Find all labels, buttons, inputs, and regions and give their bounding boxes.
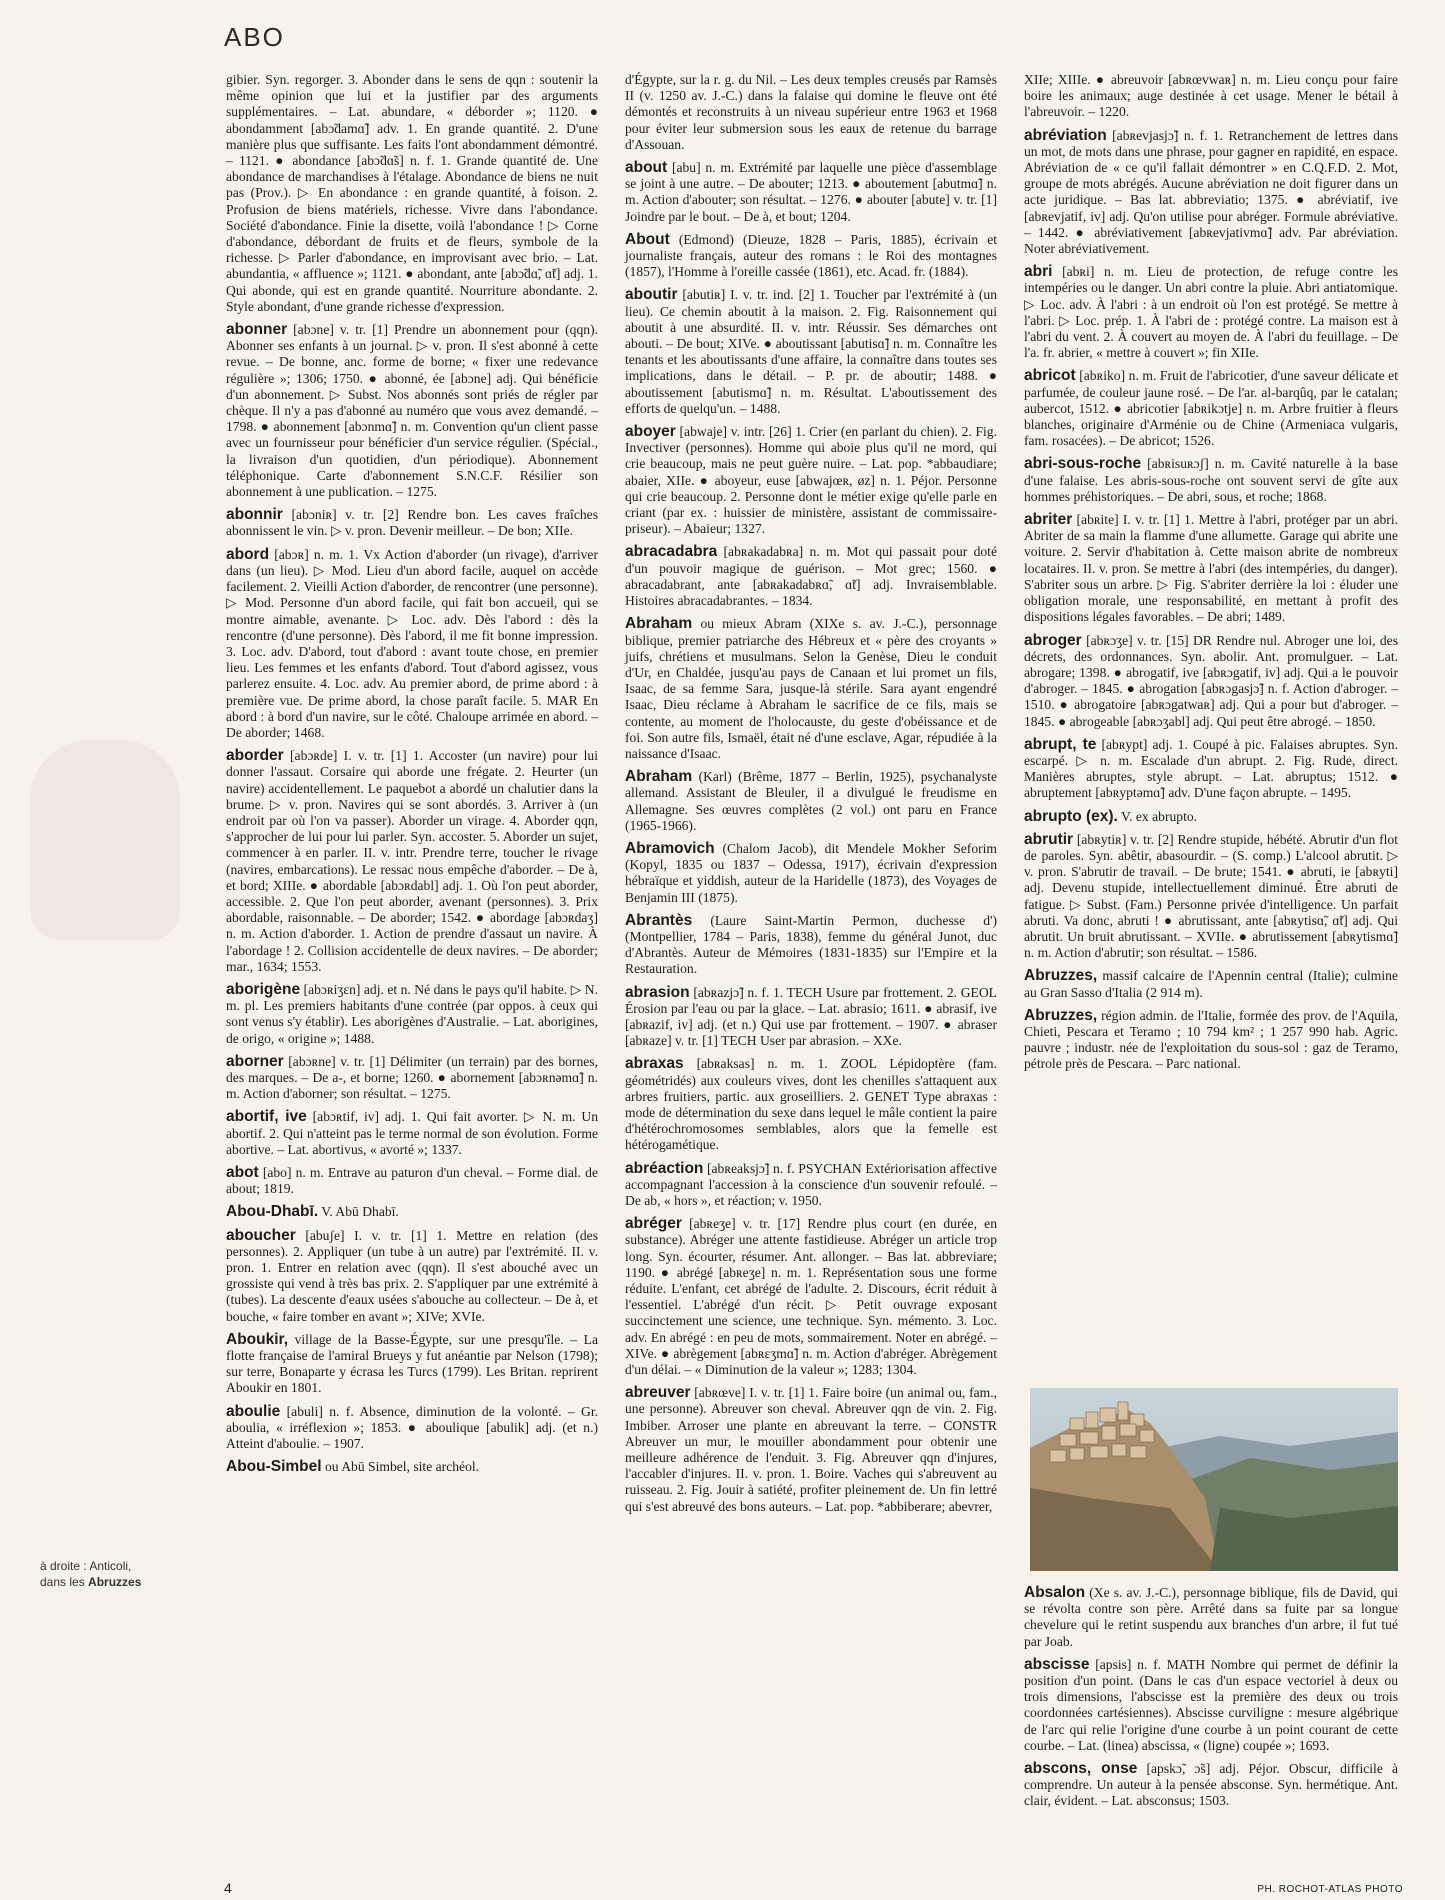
column-3-continued [1024, 1585, 1398, 1817]
definition: [abʀakadabʀa] n. m. Mot qui passait pour doté d'un pouvoir magique de guérison. – Mot grec; 1560. ● abracadabrant, ante [abʀakadabʀɑ̃, ɑ̃t] adj. Invraisemblable. Histoires abracadabrantes. – 1834. [625, 544, 997, 609]
entry [1024, 1657, 1398, 1754]
entry [226, 1404, 598, 1453]
caption-bold: Abruzzes [88, 1575, 142, 1589]
entry [226, 1054, 598, 1103]
entry [1024, 809, 1398, 825]
entry [226, 72, 598, 315]
entry [625, 769, 997, 834]
definition: [abʀi] n. m. Lieu de protection, de refuge contre les intempéries ou le danger. Un abri contre la pluie. Abri antiatomique. ▷ Loc. adv. À l'abri : à un endroit où l'on est protégé. Se mettre à l'abri. ▷ Loc. prép. 1. À l'abri de : protégé contre. La maison est à l'abri du vent. 2. À couvert au moyen de. À l'abri du feuillage. – De l'a. fr. abrier, « mettre à couvert »; fin XIIe. [1024, 264, 1398, 361]
headword: abrupt, te [1024, 735, 1097, 753]
headword: Abraham [625, 768, 693, 786]
entry [1024, 512, 1398, 625]
definition: [abʀevjasjɔ̃] n. f. 1. Retranchement de lettres dans un mot, de mots dans une phrase, pour gagner en rapidité, en espace. Abréviation de « ce qu'il fallait démontrer » en C.Q.F.D. 2. Mot, groupe de mots abrégés. Aucune abréviation ne doit figurer dans un acte juridique. – Bas lat. abbreviatio; 1375. ● abréviatif, ive [abʀevjatif, iv] adj. Qu'on utilise pour abréger. Formule abréviative. – 1442. ● abréviativement [abʀevjativmɑ̃] adv. Par abréviation. Noter abréviativement. [1024, 127, 1398, 257]
headword: abriter [1024, 511, 1073, 529]
entry [226, 1228, 598, 1325]
definition: V. Abū Dhabī. [321, 1204, 399, 1220]
running-head: ABO [224, 22, 285, 52]
definition: [abʀiko] n. m. Fruit de l'abricotier, d'une saveur délicate et parfumée, de couleur jaune rosé. – De l'ar. al-barqûq, par le catalan; aubercot, 1512. ● abricotier [abʀikɔtje] n. m. Arbre fruitier à fleurs blanches, originaire d'Arménie ou de Chine (Armeniaca vulgaris, fam. rosacées). – De abricot; 1526. [1024, 368, 1398, 449]
headword: abot [226, 1164, 259, 1181]
definition: (Laure Saint-Martin Permon, duchesse d') (Montpellier, 1784 – Paris, 1838), femme du général Junot, duc d'Abrantès. Auteur de Mémoires (1831-1835) sur l'Empire et la Restauration. [625, 912, 997, 977]
definition: [abʀœve] I. v. tr. [1] 1. Faire boire (un animal ou, fam., une personne). Abreuver son cheval. Abreuver qqn de vin. 2. Fig. Imbiber. Arroser une plante en abreuvant la terre. – CONSTR Abreuver un mur, le mouiller abondamment pour obtenir une meilleure adhérence de l'enduit. 3. Fig. Abreuver qqn d'injures, l'accabler d'injures. II. v. pron. 1. Boire. Vaches qui s'abreuvent au ruisseau. 2. Fig. Jouir à satiété, profiter pleinement de. Un fin lettré qui s'est abreuvé des bons auteurs. – Lat. pop. *abbiberare; abevrer, [625, 1385, 997, 1514]
headword: abortif, ive [226, 1108, 307, 1126]
headword: abonner [226, 321, 288, 339]
headword: Abou-Dhabī. [226, 1203, 319, 1221]
headword: Abrantès [625, 911, 693, 929]
entry [1024, 1761, 1398, 1810]
definition: [abʀisuʀɔʃ] n. m. Cavité naturelle à la base d'une falaise. Les abris-sous-roche ont souvent servi de gîte aux hommes préhistoriques. – De abri, sous, et roche; 1868. [1024, 456, 1398, 504]
entry [625, 913, 997, 978]
caption-line-2: dans les [40, 1575, 89, 1589]
entry [1024, 456, 1398, 505]
headword: abri-sous-roche [1024, 455, 1142, 473]
entry [1024, 633, 1398, 730]
definition: [abɔʀtif, iv] adj. 1. Qui fait avorter. ▷ N. m. Un abortif. 2. Qui n'atteint pas le terme normal de son évolution. Forme abortive. – Lat. abortivus, « avorté »; 1337. [226, 1109, 598, 1157]
definition: [abɔne] v. tr. [1] Prendre un abonnement pour (qqn). Abonner ses enfants à un journal. ▷ v. pron. Il s'est abonné à cette revue. – De bonne, anc. forme de borne; « fixer une redevance régulière »; 1306; 1750. ● abonné, ée [abɔne] adj. Qui bénéficie d'un abonnement. ▷ Subst. Nos abonnés sont priés de régler par chèque. Il n'y a pas d'abonné au numéro que vous avez demandé. – 1798. ● abonnement [abɔnmɑ̃] n. m. Convention qu'un client passe avec un fournisseur pour bénéficier d'un service régulier. (Spécial., la livraison d'un quotidien, d'un périodique). Abonnement téléphonique. Carte d'abonnement S.N.C.F. Résilier son abonnement à une publication. – 1275. [226, 322, 598, 500]
headword: aborigène [226, 980, 301, 998]
headword: abracadabra [625, 543, 718, 561]
headword: abrupto (ex). [1024, 807, 1118, 825]
entry [226, 1459, 598, 1475]
definition: massif calcaire de l'Apennin central (Italie); culmine au Gran Sasso d'Italia (2 914 m). [1024, 968, 1398, 1000]
headword: abréviation [1024, 126, 1107, 144]
entry [1024, 968, 1398, 1000]
headword: Abruzzes, [1024, 1006, 1098, 1024]
entry [1024, 737, 1398, 802]
definition: [abuʃe] I. v. tr. [1] 1. Mettre en relation (des personnes). 2. Appliquer (un tube à un autre) par l'extrémité. II. v. pron. 1. Entrer en relation avec (qqn). Il s'est abouché avec un grossiste qui vend à très bas prix. 2. S'appliquer par une extrémité à (tubes). La descente d'eaux usées s'abouche au collecteur. – De à, et bouche, « faire tomber en avant »; XIVe; XVIe. [226, 1227, 598, 1324]
entry [226, 1204, 598, 1220]
headword: Abraham [625, 615, 693, 633]
ghost-bottle-image [30, 740, 180, 940]
entry [226, 1165, 598, 1197]
definition: [abo] n. m. Entrave au paturon d'un cheval. – Forme dial. de about; 1819. [226, 1165, 598, 1197]
definition: [abʀeaksjɔ̃] n. f. PSYCHAN Extériorisation affective accompagnant l'accession à la conscience d'un souvenir refoulé. – De ab, « hors », et réaction; v. 1950. [625, 1160, 997, 1208]
definition: région admin. de l'Italie, formée des prov. de l'Aquila, Chieti, Pescara et Teramo ; 10 794 km² ; 1 257 990 hab. Agric. pauvre ; industr. née de l'exploitation du sous-sol : gaz de Teramo, pétrole près de Pescara. – Parc national. [1024, 1007, 1398, 1072]
headword: aboucher [226, 1226, 296, 1244]
headword: about [625, 159, 668, 177]
definition: (Edmond) (Dieuze, 1828 – Paris, 1885), écrivain et journaliste français, auteur des romans : le Roi des montagnes (1857), l'Homme à l'oreille cassée (1861), etc. Acad. fr. (1884). [625, 231, 998, 280]
headword: About [625, 230, 670, 248]
definition: (Chalom Jacob), dit Mendele Mokher Seforim (Kopyl, 1835 ou 1837 – Odessa, 1917), écrivain d'expression hébraïque et yiddish, auteur de la Haridelle (1873), des Voyages de Benjamin III (1875). [625, 840, 997, 905]
entry [1024, 1008, 1398, 1073]
entry [226, 547, 598, 741]
headword: aborner [226, 1052, 284, 1070]
column-2 [625, 72, 997, 1522]
entry [625, 1161, 997, 1210]
definition: ou Abū Simbel, site archéol. [325, 1459, 480, 1475]
definition: [abuli] n. f. Absence, diminution de la volonté. – Gr. aboulia, « irréflexion »; 1853. ● aboulique [abulik] adj. (et n.) Atteint d'aboulie. – 1907. [226, 1403, 598, 1452]
headword: abréger [625, 1215, 682, 1233]
entry [625, 160, 997, 225]
definition: [abʀypt] adj. 1. Coupé à pic. Falaises abruptes. Syn. escarpé. ▷ n. m. Escalade d'un abrupt. 2. Fig. Rude, direct. Manières abruptes, style abrupt. – Lat. abruptus; 1512. ● abruptement [abʀyptəmɑ̃] adv. D'une façon abrupte. – 1495. [1024, 736, 1398, 801]
entry [1024, 832, 1398, 962]
definition: (Karl) (Brême, 1877 – Berlin, 1925), psychanalyste allemand. Assistant de Bleuler, il a divulgué le freudisme en Allemagne. Ses œuvres complètes (2 vol.) ont paru en France (1965-1966). [625, 769, 997, 833]
headword: abri [1024, 263, 1053, 281]
definition: [abɔʀ] n. m. 1. Vx Action d'aborder (un rivage), d'arriver dans (un lieu). ▷ Mod. Lieu d'un abord facile, auquel on accède facilement. 2. Vieilli Action d'aborder, de rencontrer (une personne). ▷ Mod. Personne d'un abord facile, qui fait bon accueil, qui se montre aimable, avenante. ▷ Loc. adv. Dès l'abord : dès la rencontre (d'une personne). Dès l'abord, il me fit bonne impression. 3. Loc. adv. D'abord, tout d'abord : avant toute chose, en premier lieu. Les femmes et les enfants d'abord. Tout d'abord agissez, vous parlerez ensuite. 4. Loc. adv. Au premier abord, de prime abord : à première vue. De prime abord, la chose paraît facile. 5. MAR En abord : à bord d'un navire, sur le côté. Chaloupe arrimée en abord. – De aborder; 1468. [226, 546, 598, 740]
definition: V. ex abrupto. [1121, 808, 1198, 824]
definition: [abʀaksas] n. m. 1. ZOOL Lépidoptère (fam. géométridés) aux couleurs vives, dont les chenilles s'attaquent aux arbres fruitiers, partic. aux groseilliers. 2. GENET Type abraxas : mode de détermination du sexe dans lequel le mâle contient la paire d'hétérochromosomes semblables, alors que la femelle est hétérogamétique. [625, 1056, 997, 1153]
headword: abord [226, 545, 270, 563]
entry [625, 985, 997, 1050]
definition: [apsis] n. f. MATH Nombre qui permet de définir la position d'un point. (Dans le cas d'un espace vectoriel à deux ou trois dimensions, l'abscisse est la première des deux ou trois coordonnées cartésiennes). Abscisse curviligne : mesure algébrique de l'arc qui relie l'origine d'une courbe à un point courant de cette courbe. – Lat. (linea) abscissa, « (ligne) coupée »; 1693. [1024, 1656, 1398, 1753]
headword: aboulie [226, 1402, 281, 1420]
definition: [abu] n. m. Extrémité par laquelle une pièce d'assemblage se joint à une autre. – De abouter; 1213. ● aboutement [abutmɑ̃] n. m. Action d'abouter; son résultat. – 1276. ● abouter [abute] v. tr. [1] Joindre par le bout. – De à, et bout; 1204. [625, 160, 997, 224]
definition: [abɔniʀ] v. tr. [2] Rendre bon. Les caves fraîches abonnissent le vin. ▷ v. pron. Devenir meilleur. – De bon; XIIe. [226, 507, 598, 539]
anticoli-landscape-image [1030, 1388, 1398, 1571]
definition: [abʀazjɔ̃] n. f. 1. TECH Usure par frottement. 2. GEOL Érosion par l'eau ou par la glace. – Lat. abrasio; 1611. ● abrasif, ive [abʀazif, iv] adj. (et n.) Qui use par frottement. – 1907. ● abraser [abʀaze] v. tr. [1] TECH User par abrasion. – XXe. [625, 984, 997, 1049]
entry [1024, 1585, 1398, 1650]
definition: [abɔʀne] v. tr. [1] Délimiter (un terrain) par des bornes, des marques. – De a-, et borne; 1260. ● abornement [abɔʀnəmɑ̃] n. m. Action d'aborner; son résultat. – 1275. [226, 1053, 598, 1102]
headword: abrasion [625, 983, 690, 1001]
definition: d'Égypte, sur la r. g. du Nil. – Les deux temples creusés par Ramsès II (v. 1250 av. J.-C.) dans la falaise qui domine le fleuve ont été démontés et reconstruits à un niveau supérieur entre 1963 et 1968 pour éviter leur submersion sous les eaux de retenue du barrage d'Assouan. [625, 72, 997, 152]
entry [625, 1385, 997, 1515]
photo-credit: PH. ROCHOT-ATLAS PHOTO [1257, 1884, 1403, 1895]
entry [1024, 264, 1398, 361]
column-1 [226, 72, 598, 1482]
column-3 [1024, 72, 1398, 1080]
headword: abréaction [625, 1159, 704, 1177]
headword: abroger [1024, 631, 1082, 649]
headword: abreuver [625, 1384, 691, 1402]
headword: abrutir [1024, 830, 1074, 848]
headword: Abramovich [625, 839, 715, 857]
entry [625, 544, 997, 609]
entry [226, 982, 598, 1047]
entry [625, 424, 997, 537]
entry [226, 507, 598, 539]
definition: ou mieux Abram (XIXe s. av. J.-C.), personnage biblique, premier patriarche des Hébreux et « père des croyants » juifs, chrétiens et musulmans. Selon la Genèse, Dieu le conduit d'Ur, en Chaldée, jusqu'au pays de Canaan et lui promet un fils, Isaac, de sa femme Sara, jusque-là stérile. Sara ayant engendré Isaac, Dieu réclame à Abraham le sacrifice de ce fils, mais se contente, au moment de l'holocauste, du geste d'obéissance et de foi. Son autre fils, Ismaël, était né d'une esclave, Agar, répudiée à la naissance d'Isaac. [625, 616, 997, 761]
page-number: 4 [224, 1880, 232, 1896]
headword: abraxas [625, 1055, 684, 1073]
headword: aboyer [625, 423, 676, 441]
definition: gibier. Syn. regorger. 3. Abonder dans le sens de qqn : soutenir la même opinion que lui et la justifier par des arguments supplémentaires. – Lat. abundare, « déborder »; 1120. ● abondamment [abɔ̃damɑ̃] adv. 1. En grande quantité. 2. D'une manière plus que suffisante. Les faits l'ont abondamment démontré. – 1121. ● abondance [abɔ̃dɑ̃s] n. f. 1. Grande quantité de. Une abondance de marchandises à l'étalage. Abondance de biens ne nuit pas (Prov.). ▷ En abondance : en grande quantité, à foison. 2. Profusion de biens matériels, richesse. Vivre dans l'abondance. Société d'abondance. Finie la disette, voilà l'abondance ! ▷ Corne d'abondance, débordant de fruits et de fleurs, symbole de la richesse. ▷ Parler d'abondance, en improvisant avec brio. – Lat. abundantia, « affluence »; 1121. ● abondant, ante [abɔ̃dɑ̃, ɑ̃t] adj. 1. Qui abonde, qui est en grande quantité. Nourriture abondante. 2. Style abondant, d'une grande richesse d'expression. [226, 72, 598, 314]
definition: [abʀɔʒe] v. tr. [15] DR Rendre nul. Abroger une loi, des décrets, des ordonnances. Syn. abolir. Ant. promulguer. – Lat. abrogare; 1398. ● abrogatif, ive [abʀɔgatif, iv] adj. Qui a le pouvoir d'abroger. – 1845. ● abrogation [abʀɔgasjɔ̃] n. f. Action d'abroger. – 1510. ● abrogatoire [abʀɔgatwaʀ] adj. Qui a pour but d'abroger. – 1845. ● abrogeable [abʀɔʒabl] adj. Qui peut être abrogé. – 1850. [1024, 632, 1398, 729]
entry [226, 322, 598, 500]
headword: Absalon [1024, 1584, 1086, 1601]
definition: XIIe; XIIIe. ● abreuvoir [abʀœvwaʀ] n. m. Lieu conçu pour faire boire les animaux; auge destinée à cet usage. Mener le bétail à l'abreuvoir. – 1220. [1024, 72, 1398, 120]
headword: aborder [226, 747, 284, 765]
headword: abscisse [1024, 1655, 1090, 1673]
definition: [abɔʀde] I. v. tr. [1] 1. Accoster (un navire) pour lui donner l'assaut. Corsaire qui aborde une frégate. 2. Heurter (un navire) accidentellement. Le paquebot a abordé un chalutier dans la brume. ▷ v. pron. Navires qui se sont abordés. 3. Arriver à (un endroit par où l'on va passer). Aborder un virage. 4. Aborder qqn, s'approcher de lui pour lui parler. Syn. accoster. 5. Aborder un sujet, commencer à en parler. II. v. intr. Prendre terre, toucher le rivage (navires, embarcations). Le ressac nous empêche d'aborder. – De à, et bord; XIIIe. ● abordable [abɔʀdabl] adj. 1. Où l'on peut aborder, accessible. 2. Que l'on peut aborder, avenant (personnes). 3. Prix abordable, raisonnable. – De aborder; 1542. ● abordage [abɔʀdaʒ] n. m. Action d'aborder. 1. Action de prendre d'assaut un navire. À l'abordage ! 2. Collision accidentelle de deux navires. – De aborder; mar., 1634; 1553. [226, 748, 598, 974]
definition: [abɔʀiʒɛn] adj. et n. Né dans le pays qu'il habite. ▷ N. m. pl. Les premiers habitants d'une contrée (par oppos. à ceux qui sont venus s'y établir). Les aborigènes d'Australie. – Lat. aborigines, de origo, « origine »; 1488. [226, 981, 598, 1046]
caption-line-1: à droite : Anticoli, [40, 1559, 132, 1573]
entry [1024, 72, 1398, 121]
entry [625, 841, 997, 906]
definition: village de la Basse-Égypte, sur une presqu'île. – La flotte française de l'amiral Brueys y fut anéantie par Nelson (1798); sur terre, Bonaparte y écrasa les Turcs (1799). Les Britan. reprirent Aboukir en 1801. [226, 1331, 598, 1396]
definition: [apskɔ̃, ɔ̃s] adj. Péjor. Obscur, difficile à comprendre. Un auteur à la pensée absconse. Syn. hermétique. Ant. clair, évident. – Lat. absconsus; 1503. [1024, 1761, 1398, 1809]
entry [1024, 368, 1398, 449]
definition: [abʀite] I. v. tr. [1] 1. Mettre à l'abri, protéger par un abri. Abriter de sa main la flamme d'une allumette. Garage qui abrite une voiture. 2. Servir d'habitation à. Cette maison abrite de nombreux locataires. II. v. pron. Se mettre à l'abri (des intempéries, du danger). S'abriter sous un arbre. ▷ Fig. S'abriter derrière la loi : éluder une obligation morale, une responsabilité, en mettant à profit des dispositions légales favorables. – De abri; 1489. [1024, 512, 1398, 625]
photo-caption [40, 1558, 180, 1590]
definition: [abwaje] v. intr. [26] 1. Crier (en parlant du chien). 2. Fig. Invectiver (personnes). Homme qui aboie plus qu'il ne mord, qui crie beaucoup, mais ne peut guère nuire. – Lat. pop. *abbaudiare; abaier, XIIe. ● aboyeur, euse [abwajœʀ, øz] n. 1. Péjor. Personne qui crie beaucoup. 2. Personne dont le métier exige qu'elle parle en criant (par ex. : huissier de ministère, assistant de commissaire-priseur). – Abaieur; 1327. [625, 424, 997, 537]
entry [625, 72, 997, 153]
headword: aboutir [625, 286, 678, 304]
entry [625, 616, 997, 762]
definition: [abʀeʒe] v. tr. [17] Rendre plus court (en durée, en substance). Abréger une attente fastidieuse. Abréger un article trop long. Syn. écourter, résumer. Ant. allonger. – Bas lat. abbreviare; 1190. ● abrégé [abʀeʒe] n. m. 1. Représentation sous une forme réduite. L'enfant, cet abrégé de l'adulte. 2. Discours, écrit réduit à l'essentiel. L'abrégé d'un récit. ▷ Petit ouvrage exposant succinctement une science, une technique. Syn. mémento. 3. Loc. adv. En abrégé : en peu de mots, sommairement. Noter en abrégé. – XIVe. ● abrègement [abʀɛʒmɑ̃] n. m. Action d'abréger. Abrègement d'un délai. – « Diminution de la valeur »; 1283; 1304. [625, 1216, 997, 1378]
entry [625, 1216, 997, 1378]
entry [226, 1109, 598, 1158]
entry [226, 1332, 598, 1397]
definition: (Xe s. av. J.-C.), personnage biblique, fils de David, qui se révolta contre son père. Arrêté dans sa fuite par sa longue chevelure qui le retint suspendu aux branches d'un arbre, il fut tué par Joab. [1024, 1585, 1398, 1649]
entry [625, 287, 997, 417]
anticoli-photo [1030, 1388, 1398, 1571]
headword: abscons, onse [1024, 1760, 1138, 1778]
headword: abricot [1024, 367, 1076, 385]
headword: Abruzzes, [1024, 967, 1098, 985]
entry [1024, 128, 1398, 258]
entry [625, 1056, 997, 1153]
entry [226, 748, 598, 975]
headword: Aboukir, [226, 1330, 289, 1348]
headword: Abou-Simbel [226, 1458, 322, 1476]
definition: [abʀytiʀ] v. tr. [2] Rendre stupide, hébété. Abrutir d'un flot de paroles. Syn. abêtir, abasourdir. – (S. comp.) L'alcool abrutit. ▷ v. pron. S'abrutir de travail. – De brute; 1541. ● abruti, ie [abʀyti] adj. Devenu stupide, intellectuellement diminué. Être abruti de fatigue. ▷ Subst. (Fam.) Personne privée d'intelligence. Un parfait abruti. Va donc, abruti ! ● abrutissant, ante [abʀytisɑ̃, ɑ̃t] adj. Qui abrutit. Un bruit abrutissant. – XVIIe. ● abrutissement [abʀytismɑ̃] n. m. Action d'abrutir; son résultat. – 1586. [1024, 831, 1398, 961]
definition: [abutiʀ] I. v. tr. ind. [2] 1. Toucher par l'extrémité à (un lieu). Ce chemin aboutit à la maison. 2. Fig. Raisonnement qui aboutit à une absurdité. II. v. intr. Réussir. Ses démarches ont abouti. – De bout; XIVe. ● aboutissant [abutisɑ̃] n. m. Connaître les tenants et les aboutissants d'une affaire, la connaître dans toutes ses implications, dans le détail. – P. pr. de aboutir; 1488. ● aboutissement [abutismɑ̃] n. m. Résultat. L'aboutissement des efforts de quelqu'un. – 1488. [625, 287, 997, 416]
entry [625, 232, 997, 281]
headword: abonnir [226, 506, 283, 524]
